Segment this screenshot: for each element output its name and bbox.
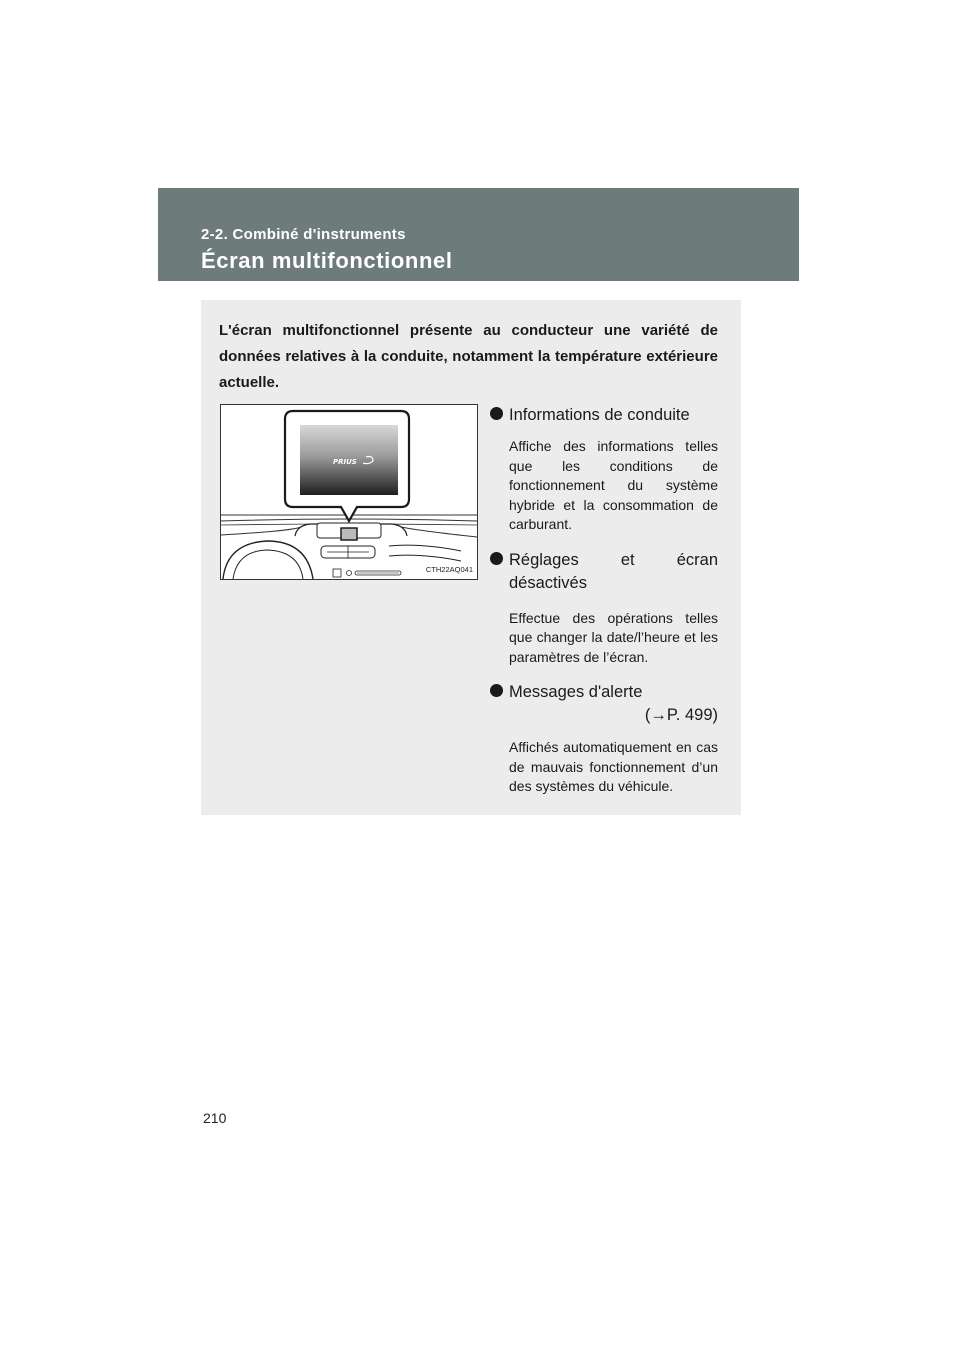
dashboard-drawing [221, 405, 477, 579]
bullet-icon [490, 552, 503, 565]
page-reference: (→P. 499) [644, 706, 718, 724]
item-description: Affiche des informations telles que les conditions de fonctionnement du système hybride et la consommation de carburant. [509, 438, 718, 532]
item-title: Messages d'alerte [509, 683, 643, 701]
list-item [490, 549, 718, 668]
item-title: Informations de conduite [509, 406, 690, 424]
content-box [201, 300, 741, 815]
list-item [490, 404, 718, 535]
section-label: 2-2. Combiné d'instruments [201, 226, 406, 243]
page-number: 210 [203, 1110, 227, 1126]
list-item [490, 681, 718, 797]
bullet-icon [490, 684, 503, 697]
item-title-continued: désactivés [509, 573, 587, 592]
figure-code: CTH22AQ041 [425, 565, 473, 574]
feature-list [490, 404, 718, 797]
item-description: Effectue des opérations telles que changer la date/l’heure et les paramètres de l’écran. [509, 609, 718, 665]
bullet-icon [490, 407, 503, 420]
page-title: Écran multifonctionnel [201, 248, 453, 273]
item-title: Réglages et écran [509, 550, 718, 569]
intro-text: L'écran multifonctionnel présente au conducteur une variété de données relatives à la conduite, notamment la température extérieure actuelle. [219, 322, 718, 391]
dashboard-illustration [220, 404, 478, 580]
screen-logo: PRIUS [333, 458, 357, 466]
page-header [158, 188, 799, 281]
item-description: Affichés automatiquement en cas de mauvais fonctionnement d’un des systèmes du véhicule. [509, 739, 718, 794]
